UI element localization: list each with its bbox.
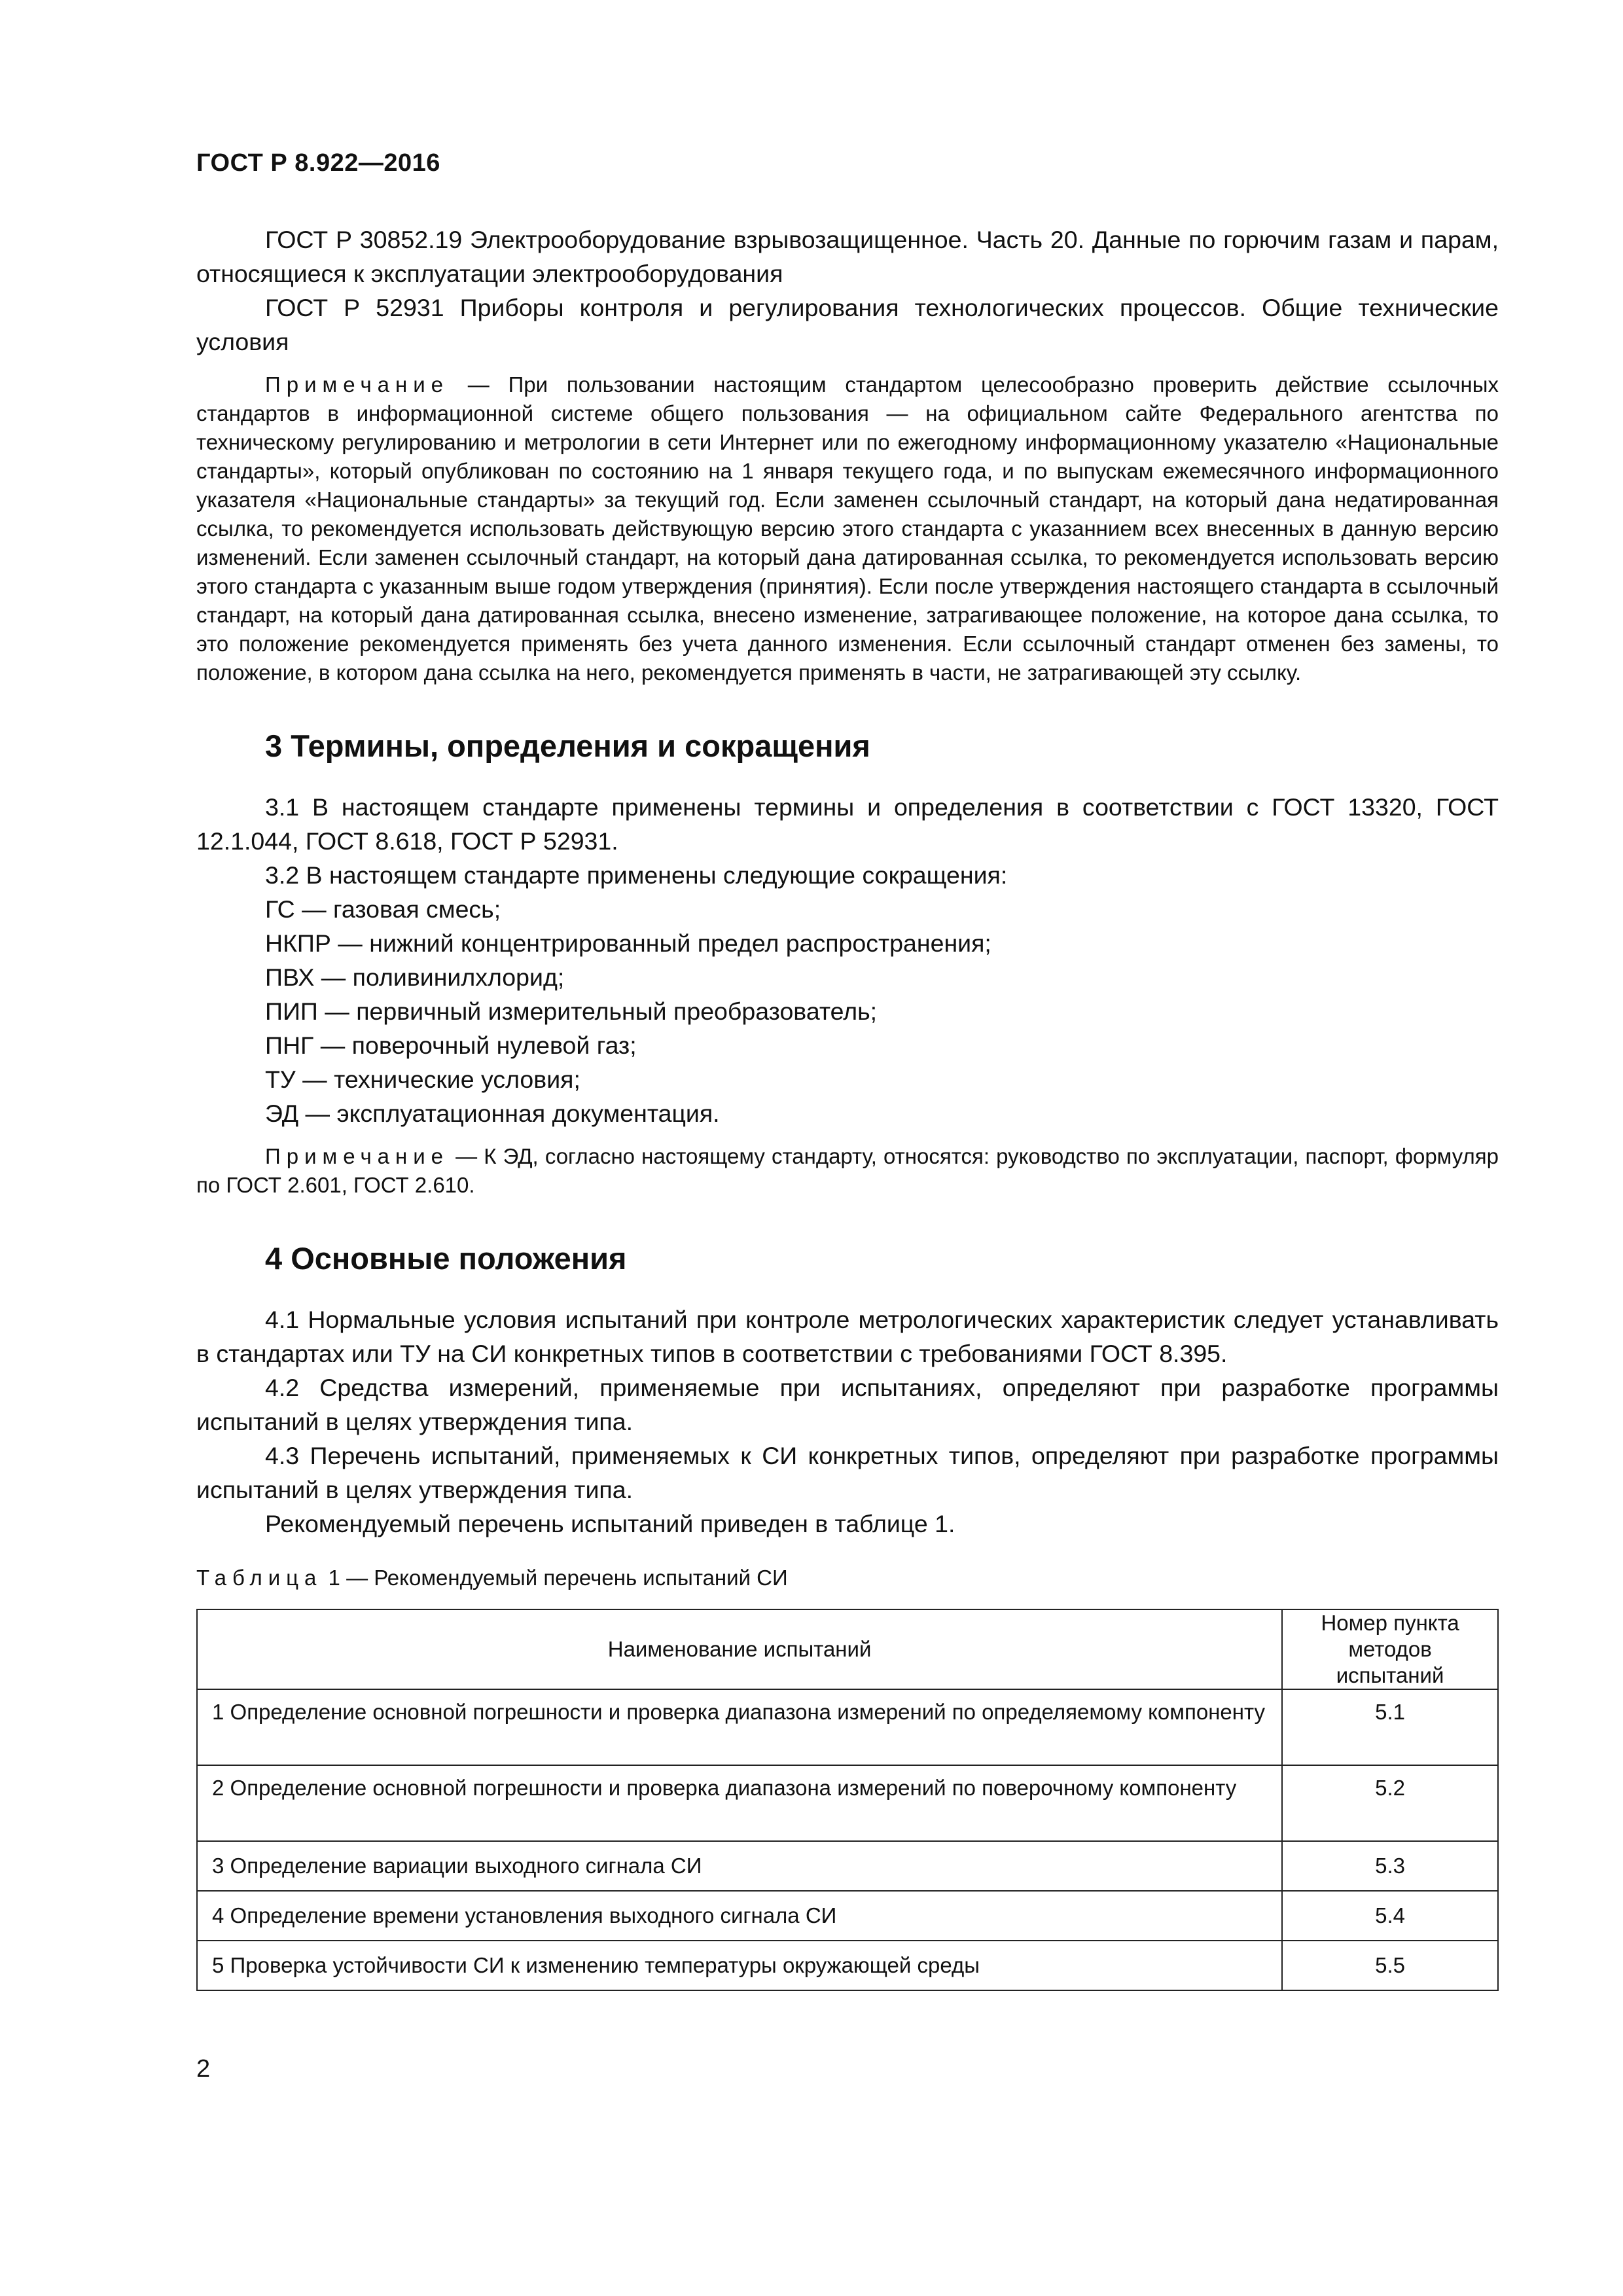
- table-row: [197, 1765, 1498, 1841]
- abbreviation-item: НКПР — нижний концентрированный предел распространения;: [265, 929, 991, 957]
- table-cell: 4 Определение времени установления выходного сигнала СИ: [197, 1891, 1282, 1941]
- table-cell: 3 Определение вариации выходного сигнала СИ: [197, 1841, 1282, 1891]
- table-row: [197, 1941, 1498, 1990]
- page-number: 2: [196, 2055, 211, 2083]
- tests-table: [196, 1609, 1499, 1991]
- table-caption-text: 1 — Рекомендуемый перечень испытаний СИ: [322, 1566, 788, 1590]
- table-cell: 1 Определение основной погрешности и проверка диапазона измерений по определяемому компоненту: [197, 1689, 1282, 1765]
- document-code-header: ГОСТ Р 8.922—2016: [196, 149, 440, 177]
- section-paragraph: 3.1 В настоящем стандарте применены термины и определения в соответствии с ГОСТ 13320, ГОСТ 12.1.044, ГОСТ 8.618, ГОСТ Р 52931.: [196, 793, 1499, 855]
- table-cell: 5.3: [1282, 1841, 1498, 1891]
- table-cell: 5.1: [1282, 1689, 1498, 1765]
- table-caption-label: Таблица: [196, 1566, 323, 1590]
- reference-paragraph: ГОСТ Р 52931 Приборы контроля и регулирования технологических процессов. Общие технические условия: [196, 294, 1499, 355]
- document-body: [196, 223, 1499, 1991]
- note-label: Примечание: [265, 372, 450, 397]
- table-row: [197, 1689, 1498, 1765]
- section-paragraph: 4.3 Перечень испытаний, применяемых к СИ конкретных типов, определяют при разработке программы испытаний в целях утверждения типа.: [196, 1442, 1499, 1503]
- note-label: Примечание: [265, 1144, 450, 1168]
- table-caption: [196, 1566, 1499, 1590]
- abbreviation-item: ПИП — первичный измерительный преобразователь;: [265, 997, 878, 1025]
- table-header-row: [197, 1609, 1498, 1689]
- note-paragraph: [196, 370, 1499, 687]
- note-text: — К ЭД, согласно настоящему стандарту, относятся: руководство по эксплуатации, паспорт, формуляр по ГОСТ 2.601, ГОСТ 2.610.: [196, 1144, 1499, 1197]
- table-header-cell: Наименование испытаний: [197, 1609, 1282, 1689]
- section-paragraph: 4.2 Средства измерений, применяемые при испытаниях, определяют при разработке программы испытаний в целях утверждения типа.: [196, 1374, 1499, 1435]
- abbreviation-item: ТУ — технические условия;: [265, 1066, 580, 1093]
- abbreviation-item: ЭД — эксплуатационная документация.: [265, 1100, 720, 1127]
- section-heading: 3 Термины, определения и сокращения: [265, 728, 870, 763]
- abbreviation-item: ПНГ — поверочный нулевой газ;: [265, 1031, 637, 1059]
- section-paragraph: 3.2 В настоящем стандарте применены следующие сокращения:: [265, 861, 1008, 889]
- table-cell: 5 Проверка устойчивости СИ к изменению температуры окружающей среды: [197, 1941, 1282, 1990]
- note-paragraph: [196, 1142, 1499, 1200]
- abbreviation-item: ПВХ — поливинилхлорид;: [265, 963, 565, 991]
- table-cell: 5.2: [1282, 1765, 1498, 1841]
- table-row: [197, 1841, 1498, 1891]
- note-text: — При пользовании настоящим стандартом целесообразно проверить действие ссылочных стандартов в информационной системе общего пользования — на официальном сайте Федерального агентства по техническому регулированию и метрологии в сети Интернет или по ежегодному информационному указателю «Национальные стандарты», который опубликован по состоянию на 1 января текущего года, и по выпускам ежемесячного информационного указателя «Национальные стандарты» за текущий год. Если заменен ссылочный стандарт, на который дана недатированная ссылка, то рекомендуется использовать действующую версию этого стандарта с указаннием всех внесенных в данную версию изменений. Если заменен ссылочный стандарт, на который дана датированная ссылка, то рекомендуется использовать версию этого стандарта с указанным выше годом утверждения (принятия). Если после утверждения настоящего стандарта в ссылочный стандарт, на который дана датированная ссылка, внесено изменение, затрагивающее положение, на которое дана ссылка, то это положение рекомендуется применять без учета данного изменения. Если ссылочный стандарт отменен без замены, то положение, в котором дана ссылка на него, рекомендуется применять в части, не затрагивающей эту ссылку.: [196, 372, 1499, 685]
- reference-paragraph: ГОСТ Р 30852.19 Электрооборудование взрывозащищенное. Часть 20. Данные по горючим газам и парам, относящиеся к эксплуатации электрооборудования: [196, 226, 1499, 287]
- table-cell: 5.4: [1282, 1891, 1498, 1941]
- section-paragraph: 4.1 Нормальные условия испытаний при контроле метрологических характеристик следует устанавливать в стандартах или ТУ на СИ конкретных типов в соответствии с требованиями ГОСТ 8.395.: [196, 1306, 1499, 1367]
- table-cell: 5.5: [1282, 1941, 1498, 1990]
- abbreviation-item: ГС — газовая смесь;: [265, 895, 501, 923]
- section-paragraph: Рекомендуемый перечень испытаний приведен в таблице 1.: [265, 1510, 955, 1537]
- table-header-cell: Номер пункта методов испытаний: [1282, 1609, 1498, 1689]
- table-cell: 2 Определение основной погрешности и проверка диапазона измерений по поверочному компоненту: [197, 1765, 1282, 1841]
- table-row: [197, 1891, 1498, 1941]
- section-heading: 4 Основные положения: [265, 1241, 627, 1276]
